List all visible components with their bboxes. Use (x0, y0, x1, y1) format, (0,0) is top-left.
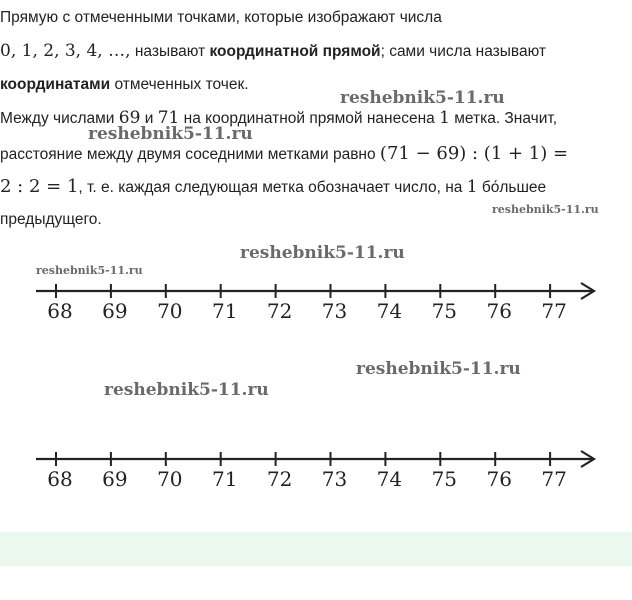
tick-label: 71 (211, 467, 238, 491)
tick-label: 75 (431, 299, 458, 323)
tick-label: 74 (376, 467, 403, 491)
watermark: reshebnik5-11.ru (240, 243, 405, 263)
tick-label: 76 (486, 467, 512, 491)
watermark: reshebnik5-11.ru (492, 203, 599, 216)
coordinate-line-1 (0, 276, 632, 336)
text-line-2: 0, 1, 2, 3, 4, …, называют координатной прямой; сами числа называют (0, 41, 546, 61)
tick-label: 68 (47, 467, 73, 491)
tick-label: 70 (157, 467, 183, 491)
tick-label: 77 (541, 299, 567, 323)
answer-band (0, 532, 632, 566)
formula-distance: (71 − 69) : (1 + 1) = (379, 143, 569, 164)
tick-label: 73 (321, 467, 348, 491)
tick-label: 72 (266, 299, 293, 323)
tick-label: 77 (541, 467, 567, 491)
term-coordinate-line: координатной прямой (209, 43, 381, 60)
text-line-1: Прямую с отмеченными точками, которые изображают числа (0, 9, 442, 26)
text-line-7: предыдущего. (0, 211, 102, 228)
tick-label: 70 (157, 299, 183, 323)
text-line-4: Между числами 69 и 71 на координатной прямой нанесена 1 метка. Значит, (0, 108, 558, 128)
term-coordinates: координатами (0, 76, 111, 93)
tick-label: 74 (376, 299, 403, 323)
tick-label: 75 (431, 467, 458, 491)
watermark: reshebnik5-11.ru (356, 359, 521, 379)
watermark: reshebnik5-11.ru (104, 380, 269, 400)
watermark: reshebnik5-11.ru (340, 88, 505, 108)
coordinate-line-2 (0, 444, 632, 504)
tick-label: 71 (211, 299, 238, 323)
tick-label: 76 (486, 299, 512, 323)
formula-result: 2 : 2 = 1 (0, 176, 79, 197)
watermark: reshebnik5-11.ru (88, 124, 253, 144)
tick-label: 73 (321, 299, 348, 323)
tick-label: 69 (102, 299, 128, 323)
tick-label: 72 (266, 467, 293, 491)
watermark: reshebnik5-11.ru (36, 264, 143, 277)
text-line-5: расстояние между двумя соседними метками равно (71 − 69) : (1 + 1) = (0, 143, 569, 164)
tick-label: 69 (102, 467, 128, 491)
text-line-3: координатами отмеченных точек. (0, 76, 249, 93)
text-line-6: 2 : 2 = 1, т. е. каждая следующая метка обозначает число, на 1 бо́льшее (0, 176, 547, 197)
tick-label: 68 (47, 299, 73, 323)
